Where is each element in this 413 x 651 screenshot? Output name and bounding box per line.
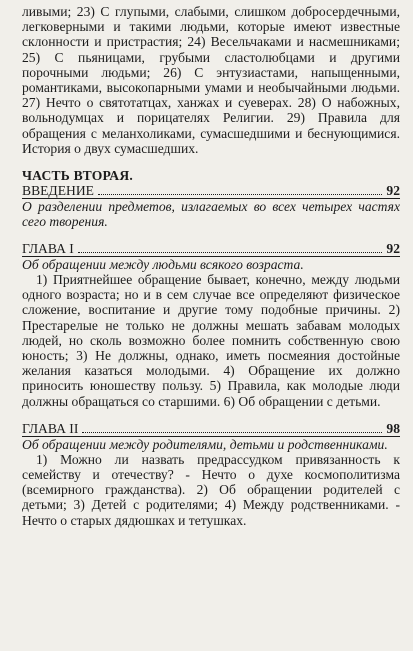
- toc-line: [22, 421, 400, 437]
- page-number: 92: [386, 241, 400, 257]
- document-page: [22, 4, 400, 528]
- toc-section-introduction: [22, 183, 400, 229]
- section-body: 1) Можно ли назвать предрассудком привязанность к семейству и отечеству? - Нечто о духе космополитизма (всемирного гражданства). 2) Об обращении родителей с детьми; 3) Детей с родителями; 4) Между родственниками. - Нечто о старых дядюшках и тетушках.: [22, 451, 400, 528]
- section-body: 1) Приятнейшее обращение бывает, конечно, между людьми одного возраста; но и в сем случае все определяют физическое сложение, воспитание и другие тому подобные причины. 2) Престарелые не только не должны мешать забавам молодых людей, но сколь возможно более помнить собственную свою юность; 3) Не должны, однако, иметь посмеяния достойные желания казаться молодыми. 4) Обращение их должно приносить юношеству пользу. 5) Правила, как молодые люди должны обращаться со старшими. 6) Об обращении с детьми.: [22, 272, 400, 409]
- toc-line: [22, 241, 400, 257]
- intro-paragraph: ливыми; 23) С глупыми, слабыми, слишком добросердечными, легковерными и такими людьми, которые имеют известные склонности и пристрастия; 24) Весельчаками и насмешниками; 25) С пьяницами, грубыми сластолюбцами и другими порочными людьми; 26) С энтузиастами, напыщенными, романтиками, высокопарными умами и необычайными людьми. 27) Нечто о святотатцах, ханжах и суеверах. 28) О набожных, вольнодумцах и порицателях Религии. 29) Правила для обращения с меланхоликами, сумасшедшими и беснующимися. История о двух сумасшедших.: [22, 4, 400, 156]
- section-label: ГЛАВА II: [22, 420, 79, 436]
- dot-leader: [82, 432, 382, 433]
- toc-line: [22, 183, 400, 199]
- page-number: 92: [386, 183, 400, 199]
- section-label: ГЛАВА I: [22, 241, 74, 257]
- dot-leader: [78, 252, 383, 253]
- section-label: ВВЕДЕНИЕ: [22, 183, 94, 199]
- section-subtitle: О разделении предметов, излагаемых во всех четырех частях сего творения.: [22, 199, 400, 230]
- part-title: ЧАСТЬ ВТОРАЯ.: [22, 168, 133, 184]
- dot-leader: [98, 194, 382, 195]
- section-subtitle: Об обращении между родителями, детьми и родственниками.: [22, 436, 388, 452]
- toc-section-chapter-1: [22, 241, 400, 409]
- page-number: 98: [386, 420, 400, 436]
- section-subtitle: Об обращении между людьми всякого возраста.: [22, 257, 304, 273]
- toc-section-chapter-2: [22, 421, 400, 528]
